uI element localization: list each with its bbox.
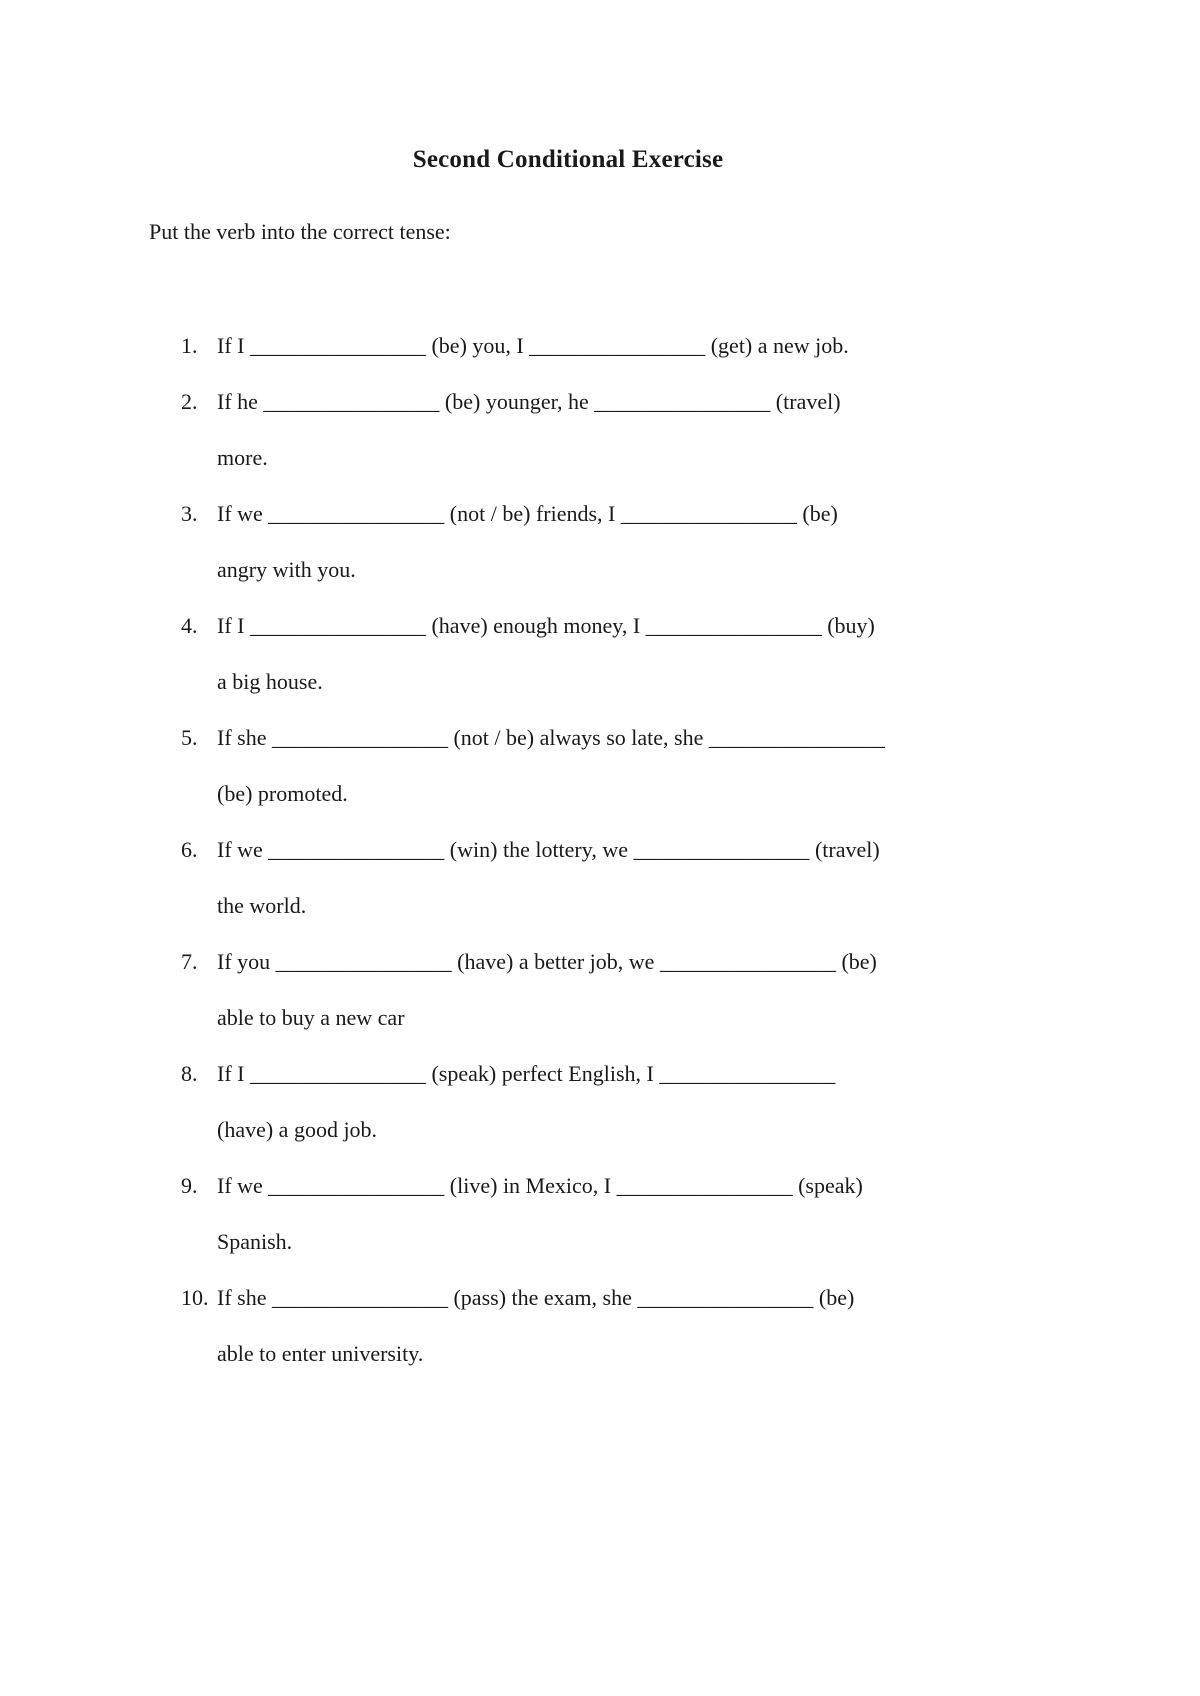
exercise-text: If you ________________ (have) a better job, we ________________ (be): [217, 949, 877, 974]
exercise-item-10: [0, 1284, 1200, 1396]
instructions-text: Put the verb into the correct tense:: [149, 219, 451, 244]
exercise-item-3: [0, 500, 1200, 612]
exercise-number: 3.: [181, 501, 198, 526]
exercise-number: 6.: [181, 837, 198, 862]
exercise-number: 2.: [181, 389, 198, 414]
exercise-text-continued: (be) promoted.: [217, 781, 348, 806]
exercise-item-4: [0, 612, 1200, 724]
exercise-text-continued: able to enter university.: [217, 1341, 424, 1366]
exercise-text-continued: more.: [217, 445, 268, 470]
exercise-item-9: [0, 1172, 1200, 1284]
exercise-text: If she ________________ (not / be) always so late, she ________________: [217, 725, 885, 750]
exercise-item-2: [0, 388, 1200, 500]
exercise-text-continued: able to buy a new car: [217, 1005, 405, 1030]
exercise-text-continued: the world.: [217, 893, 307, 918]
exercise-item-1: [0, 332, 1200, 388]
exercise-text-continued: (have) a good job.: [217, 1117, 378, 1142]
page-title: Second Conditional Exercise: [412, 146, 724, 173]
exercise-text-continued: angry with you.: [217, 557, 356, 582]
exercise-item-8: [0, 1060, 1200, 1172]
exercise-text: If we ________________ (win) the lottery, we ________________ (travel): [217, 837, 880, 862]
exercise-number: 7.: [181, 949, 198, 974]
exercise-number: 9.: [181, 1173, 198, 1198]
exercise-item-7: [0, 948, 1200, 1060]
exercise-number: 8.: [181, 1061, 198, 1086]
exercise-text: If I ________________ (be) you, I ________________ (get) a new job.: [217, 333, 849, 358]
exercise-text: If I ________________ (have) enough money, I ________________ (buy): [217, 613, 875, 638]
exercise-list: [0, 332, 1200, 1396]
exercise-number: 1.: [181, 333, 198, 358]
exercise-number: 10.: [181, 1285, 209, 1310]
exercise-number: 4.: [181, 613, 198, 638]
exercise-text: If I ________________ (speak) perfect English, I ________________: [217, 1061, 836, 1086]
exercise-text-continued: Spanish.: [217, 1229, 293, 1254]
exercise-item-5: [0, 724, 1200, 836]
exercise-text: If she ________________ (pass) the exam, she ________________ (be): [217, 1285, 855, 1310]
exercise-text-continued: a big house.: [217, 669, 323, 694]
exercise-item-6: [0, 836, 1200, 948]
exercise-text: If we ________________ (not / be) friends, I ________________ (be): [217, 501, 838, 526]
exercise-number: 5.: [181, 725, 198, 750]
exercise-text: If he ________________ (be) younger, he ________________ (travel): [217, 389, 841, 414]
exercise-text: If we ________________ (live) in Mexico, I ________________ (speak): [217, 1173, 863, 1198]
